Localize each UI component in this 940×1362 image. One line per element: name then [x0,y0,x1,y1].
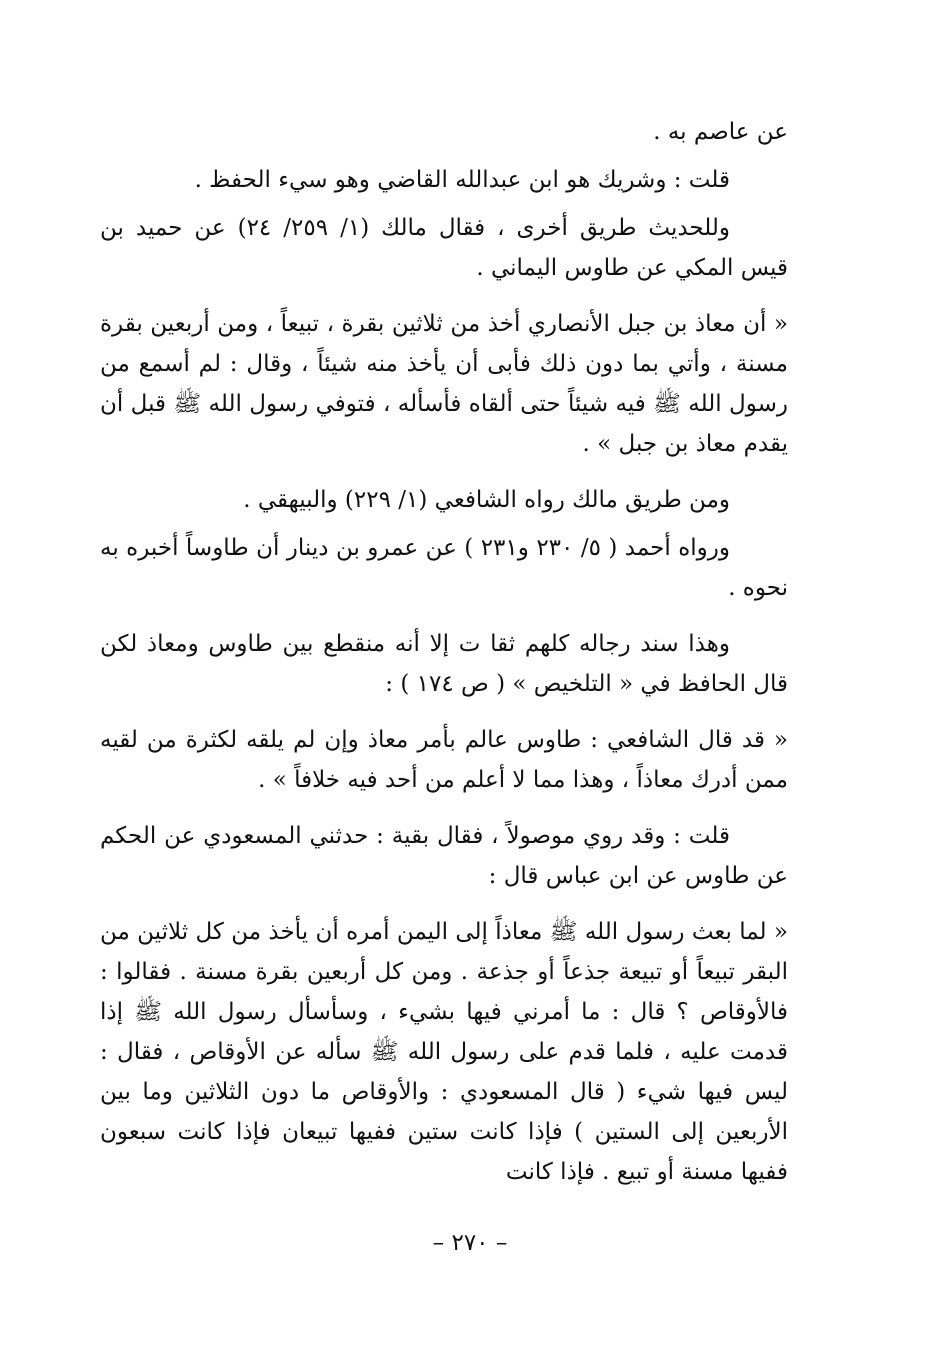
paragraph-shafii-route: ومن طريق مالك رواه الشافعي (١/ ٢٢٩) والبيهقي . [243,487,730,513]
paragraph-hadith-quote: « أن معاذ بن جبل الأنصاري أخذ من ثلاثين بقرة ، تبيعاً ، ومن أربعين بقرة مسنة ، وأتي بما دون ذلك فأبى أن يأخذ منه شيئاً ، وقال : لم أسمع من رسول الله ﷺ فيه شيئاً حتى ألقاه فأسأله ، فتوفي رسول الله ﷺ قبل أن يقدم معاذ بن جبل » . [100,311,788,457]
paragraph-chain-assessment: وهذا سند رجاله كلهم ثقا ت إلا أنه منقطع بين طاوس ومعاذ لكن قال الحافظ في « التلخيص » ( ص ١٧٤ ) : [100,631,788,697]
paragraph-connected-route: قلت : وقد روي موصولاً ، فقال بقية : حدثني المسعودي عن الحكم عن طاوس عن ابن عباس قال : [100,823,788,889]
paragraph-shafii-quote: « قد قال الشافعي : طاوس عالم بأمر معاذ وإن لم يلقه لكثرة من لقيه ممن أدرك معاذاً ، وهذا مما لا أعلم من أحد فيه خلافاً » . [100,727,788,793]
paragraph-continuation: عن عاصم به . [653,119,788,145]
paragraph-malik-chain: وللحديث طريق أخرى ، فقال مالك (١/ ٢٥٩/ ٢٤) عن حميد بن قيس المكي عن طاوس اليماني . [100,215,788,281]
page-number: – ٢٧٠ – [432,1230,508,1256]
page-body [100,112,788,1192]
paragraph-note-sharik: قلت : وشريك هو ابن عبدالله القاضي وهو سيء الحفظ . [194,167,730,193]
paragraph-ibn-abbas-quote: « لما بعث رسول الله ﷺ معاذاً إلى اليمن أمره أن يأخذ من كل ثلاثين من البقر تبيعاً أو تبيعة جذعاً أو جذعة . ومن كل أربعين بقرة مسنة . فقالوا : فالأوقاص ؟ قال : ما أمرني فيها بشيء ، وسأسأل رسول الله ﷺ إذا قدمت عليه ، فلما قدم على رسول الله ﷺ سأله عن الأوقاص ، فقال : ليس فيها شيء ( قال المسعودي : والأوقاص ما دون الثلاثين وما بين الأربعين إلى الستين ) فإذا كانت ستين ففيها تبيعان فإذا كانت سبعون ففيها مسنة أو تبيع . فإذا كانت [100,919,788,1185]
paragraph-ahmad-route: ورواه أحمد ( ٥/ ٢٣٠ و٢٣١ ) عن عمرو بن دينار أن طاوساً أخبره به نحوه . [100,535,788,601]
